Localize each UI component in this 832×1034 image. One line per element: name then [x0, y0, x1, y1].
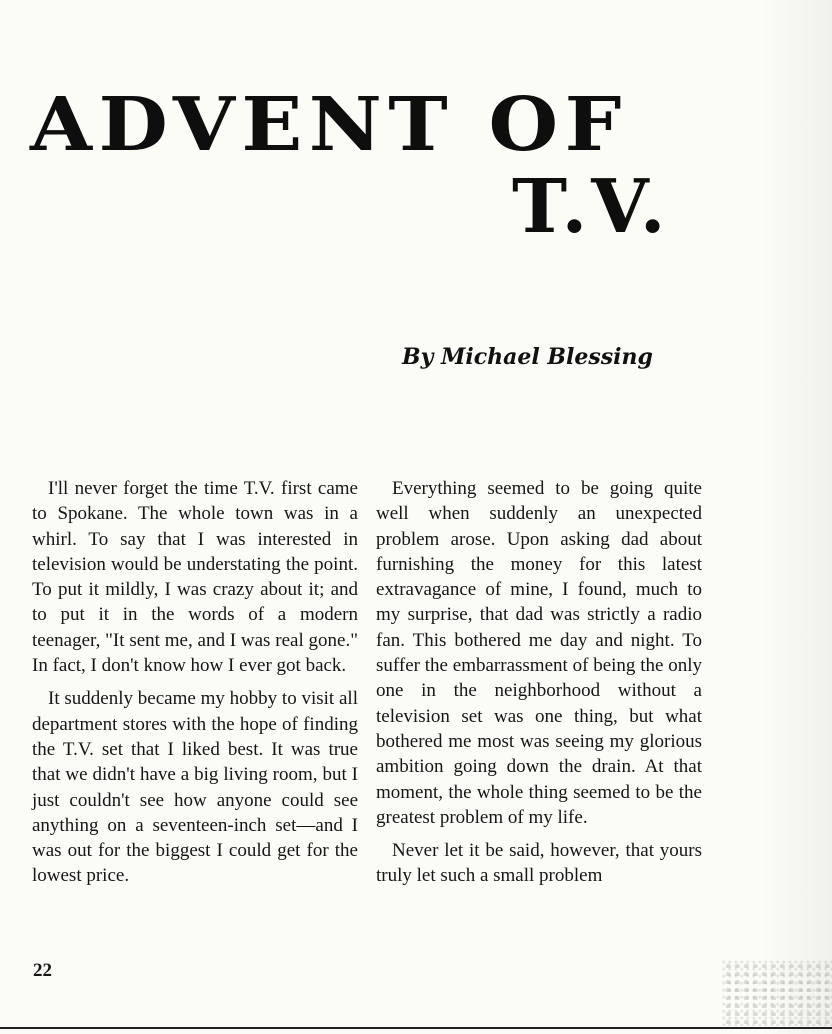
paragraph: Never let it be said, however, that yours truly let such a small problem	[376, 840, 702, 887]
bottom-rule	[0, 1027, 832, 1029]
left-column	[32, 476, 358, 889]
article-title-line-2: T.V.	[512, 164, 670, 250]
byline: By Michael Blessing	[402, 344, 653, 370]
page-edge-shadow	[762, 0, 832, 1034]
paragraph: It suddenly became my hobby to visit all department stores with the hope of finding the T.V. set that I liked best. It was true that we didn't have a big living room, but I just couldn't see how anyone could see anything on a seventeen-inch set—and I was out for the biggest I could get for the lowest price.	[32, 688, 358, 887]
article-title-line-1: ADVENT OF	[30, 82, 628, 168]
right-column	[376, 476, 702, 889]
paragraph: Everything seemed to be going quite well when suddenly an unexpected problem arose. Upon asking dad about furnishing the money for this latest extravagance of mine, I found, much to my surprise, that dad was strictly a radio fan. This bothered me day and night. To suffer the embarrassment of being the only one in the neighborhood without a television set was one thing, but what bothered me most was seeing my glorious ambition going down the drain. At that moment, the whole thing seemed to be the greatest problem of my life.	[376, 478, 702, 828]
page-number: 22	[33, 960, 52, 981]
paragraph: I'll never forget the time T.V. first came to Spokane. The whole town was in a whirl. To say that I was interested in television would be understating the point. To put it mildly, I was crazy about it; and to put it in the words of a modern teenager, "It sent me, and I was real gone." In fact, I don't know how I ever got back.	[32, 478, 358, 677]
scan-noise	[722, 960, 832, 1026]
